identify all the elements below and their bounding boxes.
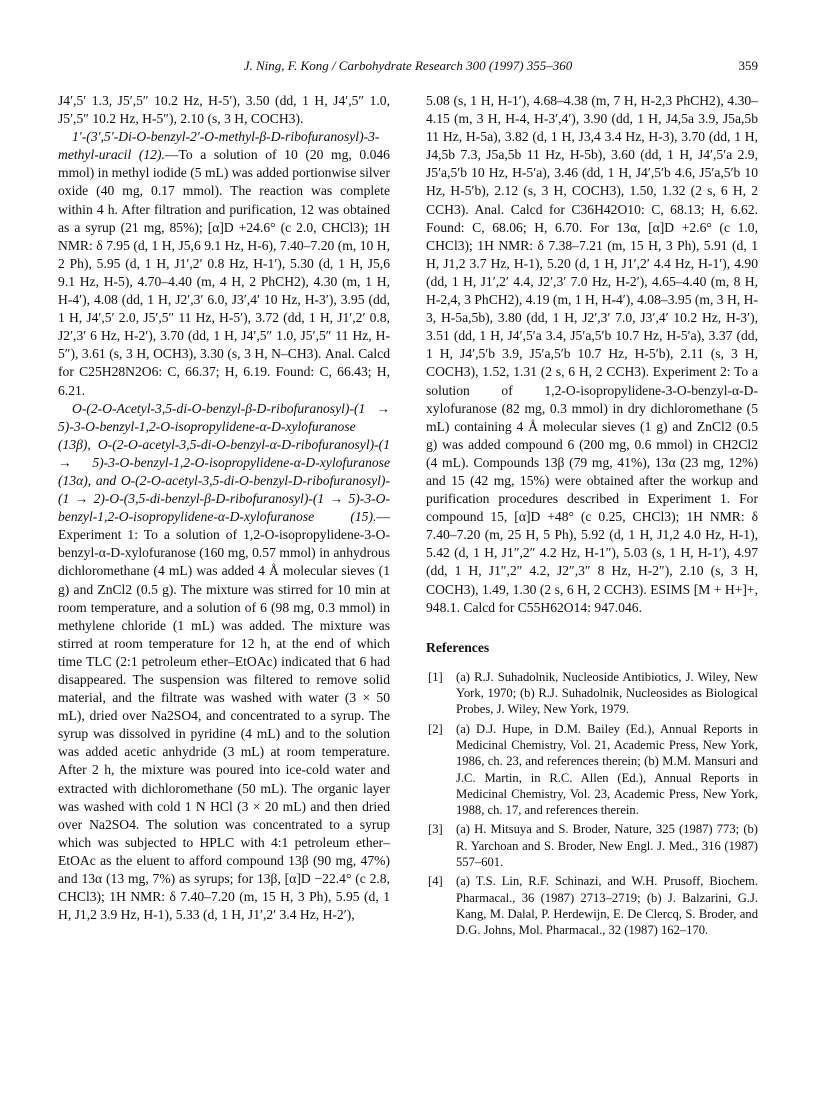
reference-text: (a) T.S. Lin, R.F. Schinazi, and W.H. Prusoff, Biochem. Pharmacal., 36 (1987) 2713–2719; (b) J. Balzarini, G.J. Kang, M. Dalal, P. Herdewijn, E. De Clercq, S. Broder, and D.G. Johns, Mol. Pharmacal., 32 (1987) 162–170.: [456, 874, 758, 938]
reference-list: [426, 669, 758, 939]
compound-13-15-paragraph: [58, 400, 390, 925]
reference-item: [426, 669, 758, 718]
references-heading: References: [426, 639, 490, 655]
running-header: [58, 58, 758, 80]
reference-number: [3]: [428, 822, 443, 837]
reference-item: [426, 821, 758, 870]
left-column: [58, 92, 390, 924]
journal-citation: J. Ning, F. Kong / Carbohydrate Research 300 (1997) 355–360: [243, 58, 573, 73]
experimental-continuation-paragraph: 5.08 (s, 1 H, H-1′), 4.68–4.38 (m, 7 H, H-2,3 PhCH2), 4.30–4.15 (m, 3 H, H-4, H-3′,4′), 3.90 (dd, 1 H, J4,5a 3.9, J5a,5b 11 Hz, H-5a), 3.82 (d, 1 H, J3,4 3.4 Hz, H-3), 3.70 (dd, 1 H, J4,5b 7.3, J5a,5b 11 Hz, H-5b), 3.60 (dd, 1 H, J4′,5′a 2.9, J5′a,5′b 10 Hz, H-5′a), 3.46 (dd, 1 H, J4′,5′b 4.6, J5′a,5′b 10 Hz, H-5′b), 2.12 (s, 3 H, COCH3), 1.50, 1.32 (2 s, 6 H, 2 CCH3). Anal. Calcd for C36H42O10: C, 68.13; H, 6.62. Found: C, 68.06; H, 6.70. For 13α, [α]D +2.6° (c 1.0, CHCl3); 1H NMR: δ 7.38–7.21 (m, 15 H, 3 Ph), 5.91 (d, 1 H, J1,2 3.7 Hz, H-1), 5.20 (d, 1 H, J1′,2′ 4.4 Hz, H-1′), 4.90 (dd, 1 H, J1′,2′ 4.4, J2′,3′ 7.0 Hz, H-2′), 4.65–4.40 (m, 8 H, H-2,4, 3 PhCH2), 4.19 (m, 1 H, H-4′), 4.08–3.95 (m, 3 H, H-3, H-5a,5b), 3.80 (dd, 1 H, J2′,3′ 7.0, J3′,4′ 10.2 Hz, H-3′), 3.51 (dd, 1 H, J4′,5′a 3.4, J5′a,5′b 10.7 Hz, H-5′a), 3.37 (dd, 1 H, J4′,5′b 3.9, J5′a,5′b 10.7 Hz, H-5′b), 2.11 (s, 3 H, COCH3), 1.52, 1.31 (2 s, 6 H, 2 CCH3). Experiment 2: To a solution of 1,2-O-isopropylidene-3-O-benzyl-α-D-xylofuranose (82 mg, 0.3 mmol) in dry dichloromethane (5 mL) containing 4 Å molecular sieves (1 g) and ZnCl2 (0.5 g) was added compound 6 (200 mg, 0.6 mmol) in CH2Cl2 (4 mL). Compounds 13β (79 mg, 41%), 13α (23 mg, 12%) and 15 (42 mg, 15%) were obtained after the workup and purification procedures described in Experiment 1. For compound 15, [α]D +48° (c 0.25, CHCl3); 1H NMR: δ 7.40–7.20 (m, 25 H, 5 Ph), 5.92 (d, 1 H, J1,2 4.0 Hz, H-1), 5.42 (d, 1 H, J1″,2″ 4.2 Hz, H-1″), 5.03 (s, 1 H, H-1′), 4.97 (dd, 1 H, J1″,2″ 4.2, J2″,3″ 8 Hz, H-2″), 2.10 (s, 3 H, COCH3), 1.49, 1.30 (2 s, 6 H, 2 CCH3). ESIMS [M + H+]+, 948.1. Calcd for C55H62O14: 947.046.: [426, 93, 758, 615]
reference-item: [426, 873, 758, 938]
compound-13-15-title: O-(2-O-Acetyl-3,5-di-O-benzyl-β-D-ribofuranosyl)-(1 → 5)-3-O-benzyl-1,2-O-isopropylidene-α-D-xylofuranose (13β), O-(2-O-acetyl-3,5-di-O-benzyl-α-D-ribofuranosyl)-(1 → 5)-3-O-benzyl-1,2-O-isopropylidene-α-D-xylofuranose (13α), and O-(2-O-acetyl-3,5-di-O-benzyl-D-ribofuranosyl)-(1 → 2)-O-(3,5-di-benzyl-β-D-ribofuranosyl)-(1 → 5)-3-O-benzyl-1,2-O-isopropylidene-α-D-xylofuranose (15).: [58, 400, 390, 525]
compound-13-15-body: —Experiment 1: To a solution of 1,2-O-isopropylidene-3-O-benzyl-α-D-xylofuranose (160 mg, 0.57 mmol) in anhydrous dichloromethane (4 mL) was added 4 Å molecular sieves (1 g) and ZnCl2 (0.5 g). The mixture was stirred for 10 min at room temperature, and a solution of 6 (98 mg, 0.3 mmol) in methylene chloride (1 mL) was added. The mixture was stirred at room temperature for 12 h, at the end of which time TLC (2:1 petroleum ether–EtOAc) indicated that 6 had disappeared. The suspension was filtered to remove solid material, and the filtrate was washed with water (3 × 50 mL), dried over Na2SO4, and concentrated to a syrup. The syrup was dissolved in pyridine (4 mL) and to the solution was added acetic anhydride (3 mL) at room temperature. After 2 h, the mixture was poured into ice-cold water and extracted with dichloromethane (50 mL). The organic layer was washed with cold 1 N HCl (3 × 20 mL) and then dried over Na2SO4. The solution was concentrated to a syrup which was subjected to HPLC with 4:1 petroleum ether–EtOAc as the eluent to afford compound 13β (90 mg, 47%) and 13α (13 mg, 7%) as syrups; for 13β, [α]D −22.4° (c 2.8, CHCl3); 1H NMR: δ 7.40–7.20 (m, 15 H, 3 Ph), 5.95 (d, 1 H, J1,2 3.9 Hz, H-1), 5.33 (d, 1 H, J1′,2′ 3.4 Hz, H-2′),: [58, 509, 390, 923]
nmr-continuation-paragraph: J4′,5′ 1.3, J5′,5″ 10.2 Hz, H-5′), 3.50 (dd, 1 H, J4′,5″ 1.0, J5′,5″ 10.2 Hz, H-5″), 2.10 (s, 3 H, COCH3).: [58, 93, 390, 127]
reference-text: (a) D.J. Hupe, in D.M. Bailey (Ed.), Annual Reports in Medicinal Chemistry, Vol. 21, Academic Press, New York, 1986, ch. 23, and references therein; (b) M.M. Mansuri and J.C. Martin, in R.C. Allen (Ed.), Annual Reports in Medicinal Chemistry, Vol. 23, Academic Press, New York, 1988, ch. 17, and references therein.: [456, 721, 758, 818]
reference-number: [4]: [428, 874, 443, 889]
compound-12-paragraph: [58, 128, 390, 399]
reference-number: [2]: [428, 721, 443, 736]
page-number: 359: [738, 58, 758, 73]
reference-item: [426, 721, 758, 819]
right-column: [426, 92, 758, 942]
compound-12-title: 1′-(3′,5′-Di-O-benzyl-2′-O-methyl-β-D-ribofuranosyl)-3-methyl-uracil (12).: [58, 129, 380, 163]
compound-12-body: —To a solution of 10 (20 mg, 0.046 mmol) in methyl iodide (5 mL) was added portionwise silver oxide (40 mg, 0.17 mmol). The reaction was complete within 4 h. After filtration and purification, 12 was obtained as a syrup (21 mg, 85%); [α]D +24.6° (c 2.0, CHCl3); 1H NMR: δ 7.95 (d, 1 H, J5,6 9.1 Hz, H-6), 7.40–7.20 (m, 10 H, 2 Ph), 5.95 (d, 1 H, J1′,2′ 0.8 Hz, H-1′), 5.30 (d, 1 H, J5,6 9.1 Hz, H-5), 4.70–4.40 (m, 4 H, 2 PhCH2), 4.30 (m, 1 H, H-4′), 4.08 (dd, 1 H, J2′,3′ 6.0, J3′,4′ 10 Hz, H-3′), 3.95 (dd, 1 H, J4′,5′ 2.0, J5′,5″ 11 Hz, H-5′), 3.72 (dd, 1 H, J1′,2′ 0.8, J2′,3′ 6 Hz, H-2′), 3.70 (dd, 1 H, J4′,5″ 1.0, J5′,5″ 11 Hz, H-5″), 3.61 (s, 3 H, OCH3), 3.30 (s, 3 H, N–CH3). Anal. Calcd for C25H28N2O6: C, 66.37; H, 6.19. Found: C, 66.43; H, 6.21.: [58, 147, 390, 398]
reference-number: [1]: [428, 669, 443, 684]
reference-text: (a) H. Mitsuya and S. Broder, Nature, 325 (1987) 773; (b) R. Yarchoan and S. Broder, New Engl. J. Med., 316 (1987) 557–601.: [456, 822, 758, 870]
reference-text: (a) R.J. Suhadolnik, Nucleoside Antibiotics, J. Wiley, New York, 1970; (b) R.J. Suhadolnik, Nucleosides as Biological Probes, J. Wiley, New York, 1979.: [456, 669, 758, 717]
